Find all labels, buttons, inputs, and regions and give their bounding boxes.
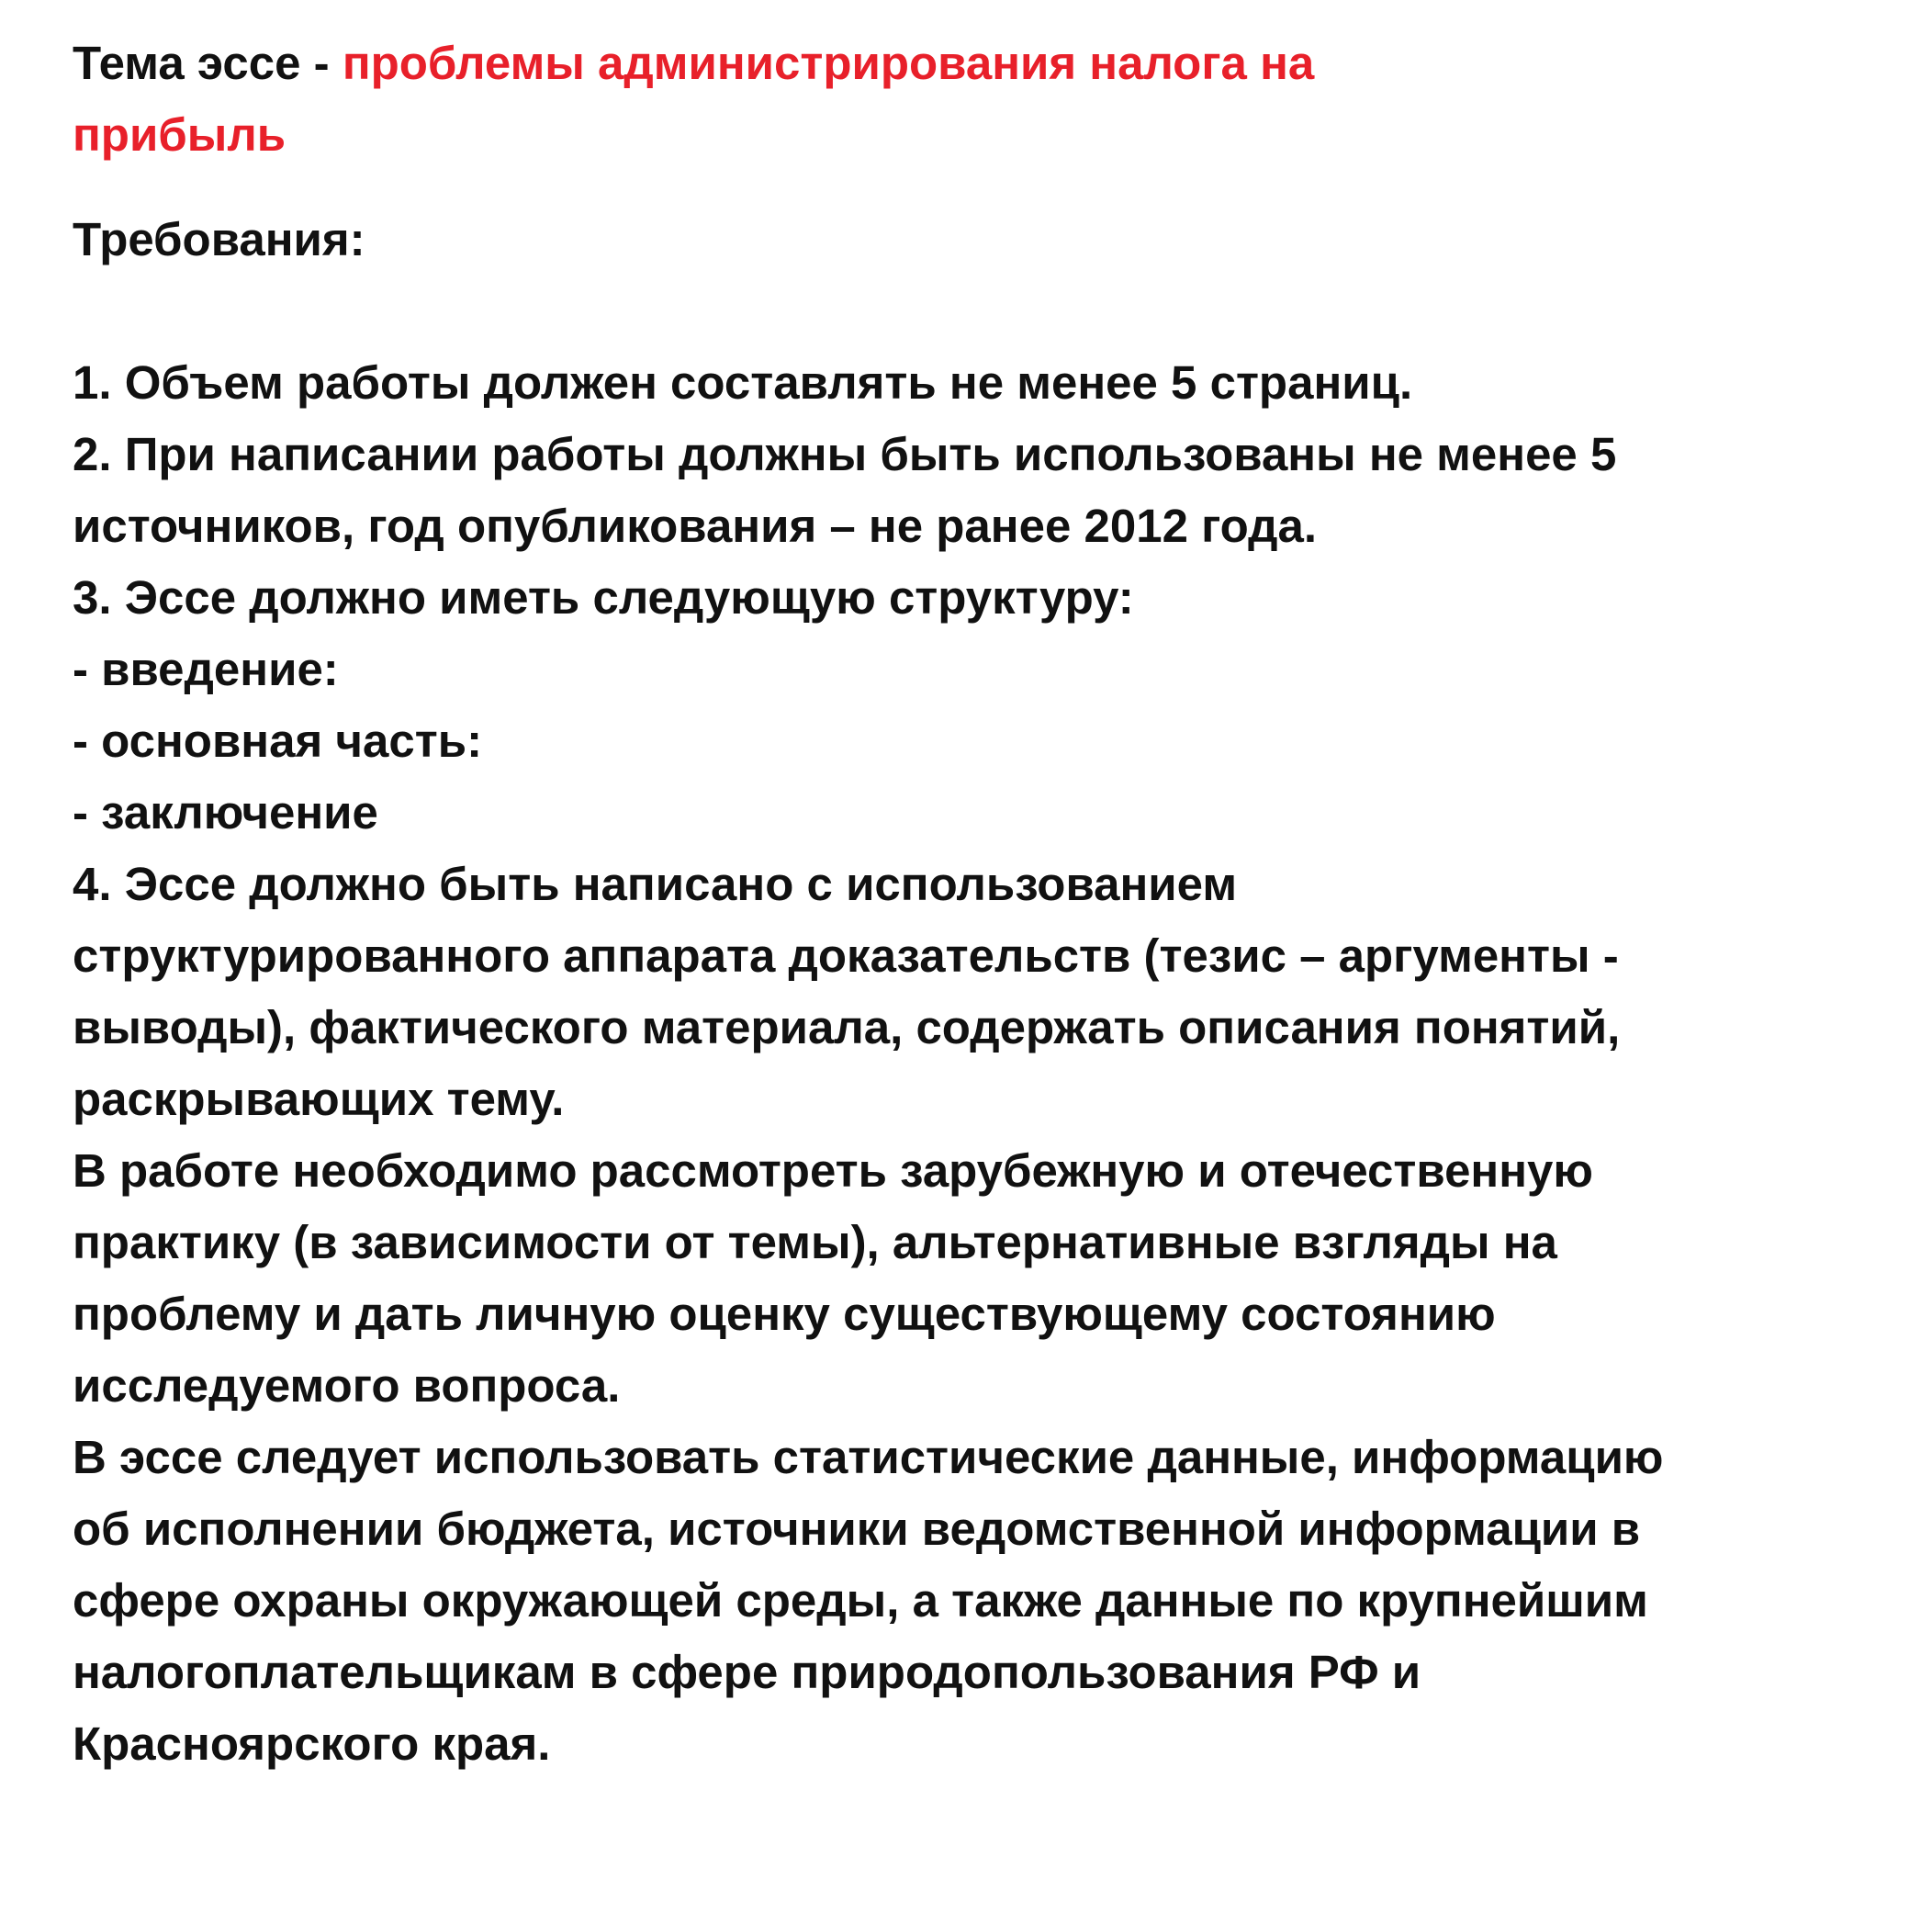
- body-line: 3. Эссе должно иметь следующую структуру:: [73, 571, 1134, 624]
- body-line: структурированного аппарата доказательств (тезис – аргументы -: [73, 929, 1619, 982]
- body-line: источников, год опубликования – не ранее 2012 года.: [73, 500, 1318, 552]
- body-line: раскрывающих тему.: [73, 1073, 565, 1125]
- body-line: - основная часть:: [73, 715, 483, 767]
- body-line: - введение:: [73, 643, 339, 695]
- body-line: выводы), фактического материала, содержать описания понятий,: [73, 1001, 1621, 1053]
- body-line: 2. При написании работы должны быть использованы не менее 5: [73, 428, 1617, 480]
- topic-title-part-1: проблемы администрирования налога на: [342, 37, 1315, 89]
- body-line: практику (в зависимости от темы), альтернативные взгляды на: [73, 1216, 1557, 1268]
- requirements-list: [73, 347, 1872, 1780]
- topic-prefix: Тема эссе -: [73, 37, 343, 89]
- body-line: исследуемого вопроса.: [73, 1359, 621, 1412]
- topic-line-1: [73, 28, 1872, 99]
- requirements-heading: Требования:: [73, 213, 365, 265]
- body-line: - заключение: [73, 786, 378, 839]
- body-line: В работе необходимо рассмотреть зарубежную и отечественную: [73, 1144, 1593, 1197]
- body-line: 4. Эссе должно быть написано с использованием: [73, 858, 1238, 910]
- body-line: сфере охраны окружающей среды, а также данные по крупнейшим: [73, 1574, 1648, 1627]
- body-line: об исполнении бюджета, источники ведомственной информации в: [73, 1503, 1641, 1555]
- body-line: Красноярского края.: [73, 1717, 551, 1770]
- body-line: проблему и дать личную оценку существующему состоянию: [73, 1288, 1496, 1340]
- document-page: [73, 28, 1872, 1780]
- topic-title-part-2: прибыль: [73, 108, 286, 161]
- body-line: 1. Объем работы должен составлять не менее 5 страниц.: [73, 356, 1413, 409]
- essay-topic: [73, 28, 1872, 171]
- body-line: налогоплательщикам в сфере природопользования РФ и: [73, 1646, 1421, 1698]
- body-line: В эссе следует использовать статистические данные, информацию: [73, 1431, 1664, 1483]
